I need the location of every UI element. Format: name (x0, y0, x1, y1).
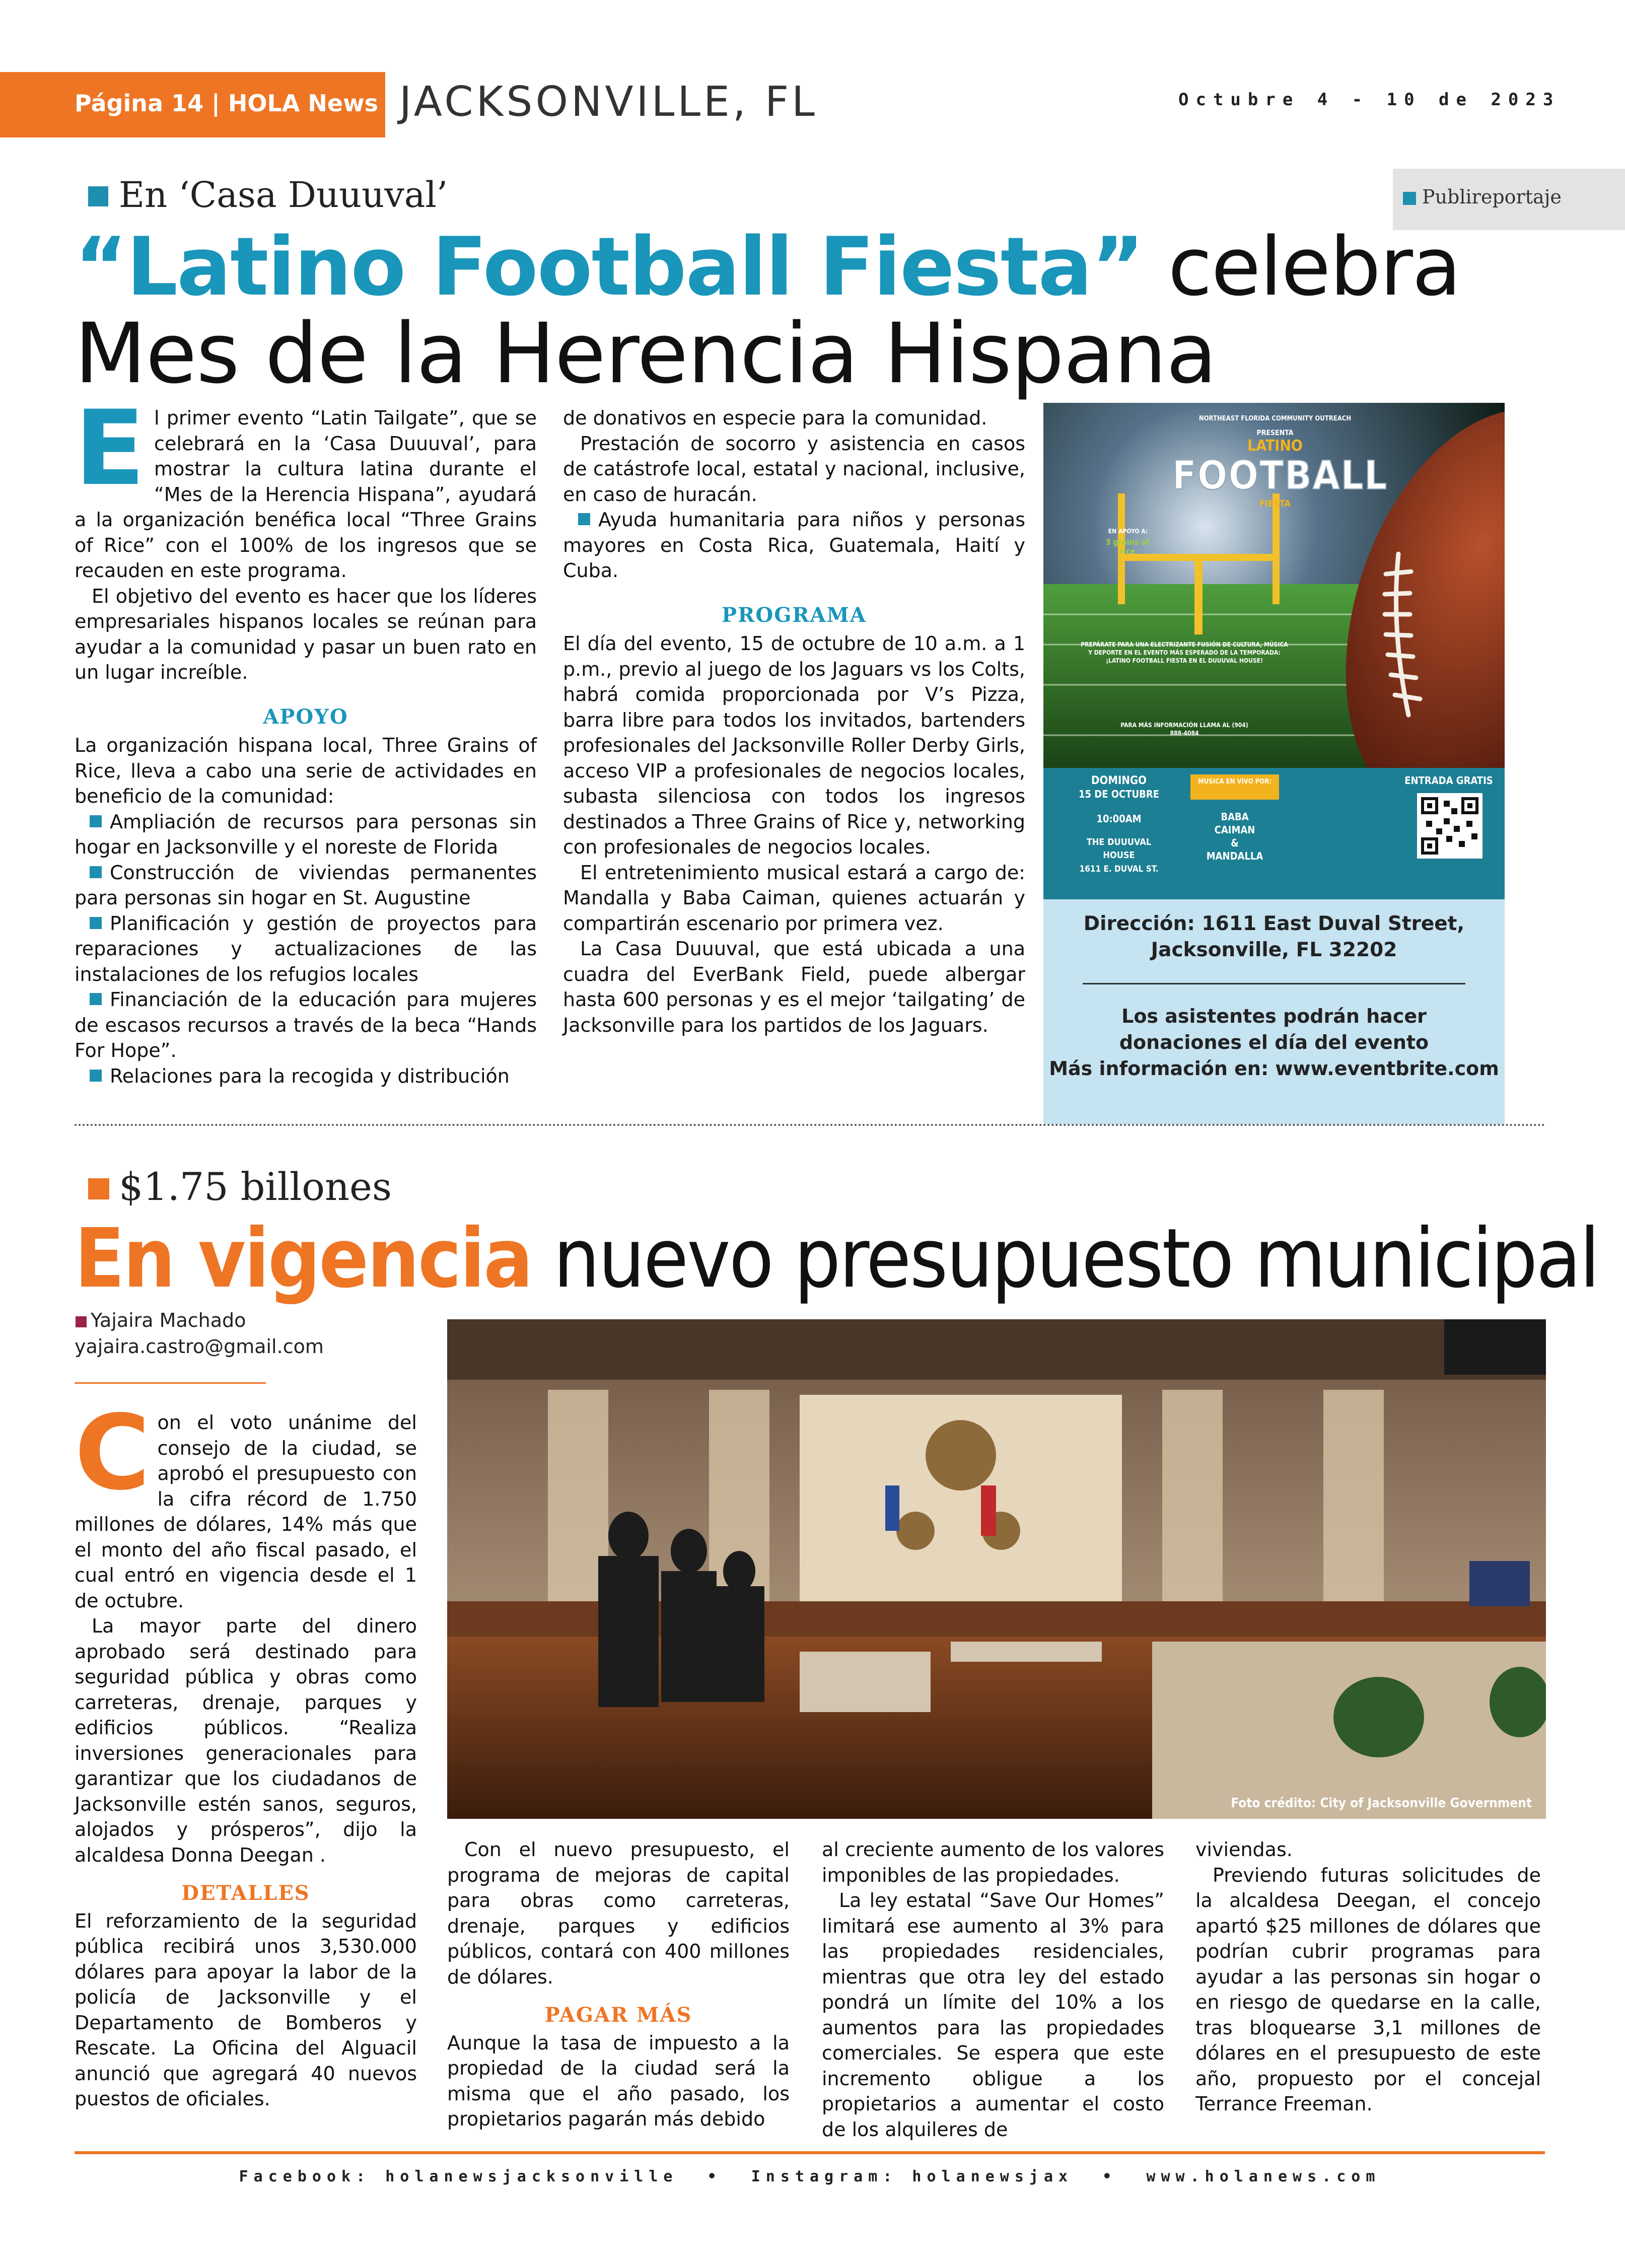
headline-rest: celebra (1143, 220, 1461, 314)
a1-c2-p3: El día del evento, 15 de octubre de 10 a.m. a 1 p.m., previo al juego de los Jaguars vs los Colts, habrá comida proporcionada por V’s Pizza, barra libre para todos los invitados, bartenders profesionales del Jacksonville Roller Derby Girls, acceso VIP a profesionales de negocios locales, subasta silenciosa con todos los ingresos destinados a Three Grains of Rice y, networking con profesionales de negocios locales. (563, 632, 1025, 858)
poster-latino: LATINO (1247, 437, 1303, 455)
a1-bullet-3: Planificación y gestión de proyectos para reparaciones y actualizaciones de las instalaciones de los refugios locales (75, 912, 537, 985)
author-underline (75, 1382, 266, 1384)
bullet-square (90, 1070, 102, 1082)
poster-band-2: CAIMAN (1214, 824, 1255, 836)
poster-en-apoyo: EN APOYO A: (1108, 528, 1148, 535)
article2-column-3 (822, 1837, 1164, 2142)
a2-c1-p2: La mayor parte del dinero aprobado será destinado para seguridad pública y obras como carreteras, drenaje, parques y edificios públicos. “Realiza inversiones generacionales para garantizar que los ciudadanos de Jacksonville estén sanos, seguros, alojados y prósperos”, dijo la alcaldesa Donna Deegan . (75, 1615, 417, 1866)
subhead-detalles: DETALLES (181, 1881, 310, 1905)
event-poster (1043, 403, 1505, 899)
a2-c4-p2: Previendo futuras solicitudes de la alcaldesa Deegan, el concejo apartó $25 millones de dólares que podrían cubrir programas para ayudar a las personas sin hogar o en riesgo de quedarse en la calle, tras bloquearse 3,1 millones de dólares en el presupuesto de este año, propuesto por el concejal Terrance Freeman. (1195, 1864, 1541, 2115)
a2-c1-p1: on el voto unánime del consejo de la ciudad, se aprobó el presupuesto con la cifra récord de 1.750 millones de dólares, 14% más que el monto del año fiscal pasado, el cual entró en vigencia desde el 1 de octubre. (75, 1411, 417, 1612)
article2-headline (75, 1214, 1598, 1304)
bullet-square (90, 866, 102, 878)
headline-highlight: “Latino Football Fiesta” (75, 220, 1144, 314)
a1-bullet-5: Relaciones para la recogida y distribución (75, 1064, 537, 1089)
a1-c2-bullet: Ayuda humanitaria para niños y personas mayores en Costa Rica, Guatemala, Haití y Cuba. (563, 509, 1025, 582)
info-donations-1: Los asistentes podrán hacer (1121, 1005, 1427, 1027)
a1-c2-p1: de donativos en especie para la comunidad. (563, 407, 987, 429)
kicker-square-blue (88, 186, 108, 206)
a1-bullet-2: Construcción de viviendas permanentes para personas sin hogar en St. Augustine (75, 861, 537, 909)
event-info-box (1043, 899, 1505, 1124)
subhead-apoyo: APOYO (263, 704, 348, 729)
author-email: yajaira.castro@gmail.com (75, 1335, 324, 1358)
dropcap-e: E (75, 389, 146, 509)
poster-day: DOMINGO (1091, 774, 1147, 787)
poster-time: 10:00AM (1096, 813, 1142, 825)
poster-band-1: BABA (1221, 811, 1249, 823)
a1-bullet-1: Ampliación de recursos para personas sin hogar en Jacksonville y el noreste de Florida (75, 810, 537, 858)
a1-c1-p2: El objetivo del evento es hacer que los líderes empresariales hispanos locales se reúnan para ayudar a la comunidad y pasar un buen rato en un lugar increíble. (75, 585, 537, 683)
bullet-square (90, 917, 102, 929)
article1-headline-line2: Mes de la Herencia Hispana (75, 305, 1217, 402)
kicker-square-orange (88, 1178, 109, 1199)
poster-tagline: PREPÁRATE PARA UNA ELECTRIZANTE FUSIÓN DE CULTURA, MÚSICA Y DEPORTE EN EL EVENTO MÁS ESPERADO DE LA TEMPORADA: ¡LATINO FOOTBALL FIESTA EN EL DUUUVAL HOUSE! (1081, 641, 1288, 664)
tag-square (1403, 192, 1416, 205)
bullet-square (578, 513, 590, 525)
poster-football: FOOTBALL (1172, 453, 1388, 499)
council-chamber-image (447, 1319, 1546, 1819)
grains-of-rice-logo: 3 grains of rice (1105, 537, 1150, 556)
photo-credit: Foto crédito: City of Jacksonville Government (1231, 1796, 1532, 1811)
info-divider (1083, 983, 1465, 984)
issue-date: Octubre 4 - 10 de 2023 (1178, 90, 1561, 110)
poster-date: 15 DE OCTUBRE (1078, 788, 1160, 800)
tag-label: Publireportaje (1422, 186, 1562, 208)
info-more: Más información en: www.eventbrite.com (1049, 1057, 1499, 1080)
info-donations-2: donaciones el día del evento (1119, 1031, 1429, 1053)
bullet-square (90, 993, 102, 1005)
poster-presenta: PRESENTA (1256, 429, 1294, 437)
a2-c1-p3: El reforzamiento de la seguridad pública recibirá unos 3,530.000 dólares para apoyar la labor de la policía de Jacksonville y el Departamento de Bomberos y Rescate. La Oficina del Alguacil anunció que agregará 40 nuevos puestos de oficiales. (75, 1909, 417, 2110)
dropcap-c: C (75, 1393, 151, 1513)
article1-column-1 (75, 389, 537, 1089)
qr-code-icon (1417, 793, 1482, 859)
footer-social: Facebook: holanewsjacksonville • Instagram: holanewsjax • www.holanews.com (239, 2168, 1381, 2185)
poster-venue-2: HOUSE (1103, 850, 1135, 861)
poster-fiesta: FIESTA (1259, 499, 1291, 509)
info-address-2: Jacksonville, FL 32202 (1151, 939, 1397, 961)
a2-c3-p2: La ley estatal “Save Our Homes” limitará ese aumento al 3% para las propiedades residenciales, mientras que otra ley del estado pondrá un límite del 10% a los aumentos para las propiedades comerciales. Se espera que este incremento obligue a los propietarios a aumentar el costo de los alquileres de (822, 1889, 1164, 2141)
a2-c4-p1: viviendas. (1195, 1838, 1293, 1861)
a2-c2-p1: Con el nuevo presupuesto, el programa de mejoras de capital para obras como carreteras, drenaje, parques y edificios públicos, contará con 400 millones de dólares. (447, 1838, 790, 1988)
section-separator (75, 1124, 1546, 1126)
council-photo (447, 1319, 1546, 1819)
poster-entrada: ENTRADA GRATIS (1404, 774, 1493, 787)
article1-kicker: En ‘Casa Duuuval’ (119, 174, 448, 216)
page-label: Página 14 | HOLA News (75, 90, 378, 117)
poster-band-3: MANDALLA (1206, 850, 1263, 862)
a1-c2-p4: El entretenimiento musical estará a cargo de: Mandalla y Baba Caiman, quienes actuarán y compartirán escenario por primera vez. (563, 861, 1025, 935)
headline-rest: nuevo presupuesto municipal (531, 1212, 1599, 1306)
headline-highlight: En vigencia (75, 1212, 532, 1306)
poster-amp: & (1231, 837, 1239, 849)
a1-c2-p5: La Casa Duuuval, que está ubicada a una cuadra del EverBank Field, puede albergar hasta 600 personas y es el mejor ‘tailgating’ de Jacksonville para los partidos de los Jaguars. (563, 938, 1025, 1036)
article2-column-4 (1195, 1837, 1541, 2117)
a1-c1-p3: La organización hispana local, Three Grains of Rice, lleva a cabo una serie de actividades en beneficio de la comunidad: (75, 734, 537, 807)
subhead-pagar-mas: PAGAR MÁS (544, 2003, 692, 2027)
a1-c1-p1: l primer evento “Latin Tailgate”, que se celebrará en la ‘Casa Duuuval’, para mostrar la cultura latina durante el “Mes de la Herencia Hispana”, ayudará a la organización benéfica local “Three Grains of Rice” con el 100% de los ingresos que se recauden en este programa. (75, 407, 537, 582)
bullet-square (90, 815, 102, 827)
poster-org: NORTHEAST FLORIDA COMMUNITY OUTREACH (1198, 415, 1352, 422)
poster-info: PARA MÁS INFORMACIÓN LLAMA AL (904) 888-4084 (1120, 722, 1248, 737)
info-address-1: Dirección: 1611 East Duval Street, (1083, 912, 1465, 935)
subhead-programa: PROGRAMA (722, 603, 867, 627)
poster-venue-1: THE DUUUVAL (1086, 837, 1152, 847)
poster-address: 1611 E. DUVAL ST. (1079, 864, 1159, 874)
a2-c2-p2: Aunque la tasa de impuesto a la propiedad de la ciudad será la misma que el año pasado, los propietarios pagarán más debido (447, 2031, 790, 2130)
author-square (76, 1316, 87, 1327)
poster-musica: MUSICA EN VIVO POR: (1198, 778, 1271, 786)
article1-column-2 (563, 405, 1025, 1038)
article2-kicker: $1.75 billones (119, 1164, 392, 1209)
footer-rule (75, 2151, 1545, 2154)
author-name: Yajaira Machado (91, 1309, 246, 1331)
a2-c3-p1: al creciente aumento de los valores imponibles de las propiedades. (822, 1838, 1164, 1886)
a1-bullet-4: Financiación de la educación para mujeres de escasos recursos a través de la beca “Hands For Hope”. (75, 988, 537, 1061)
article2-column-1 (75, 1393, 417, 2112)
a1-c2-p2: Prestación de socorro y asistencia en casos de catástrofe local, estatal y nacional, inclusive, en caso de huracán. (563, 432, 1025, 506)
article1-headline-line1 (75, 222, 1460, 312)
article2-column-2 (447, 1837, 790, 2132)
city-name: JACKSONVILLE, FL (399, 78, 818, 126)
